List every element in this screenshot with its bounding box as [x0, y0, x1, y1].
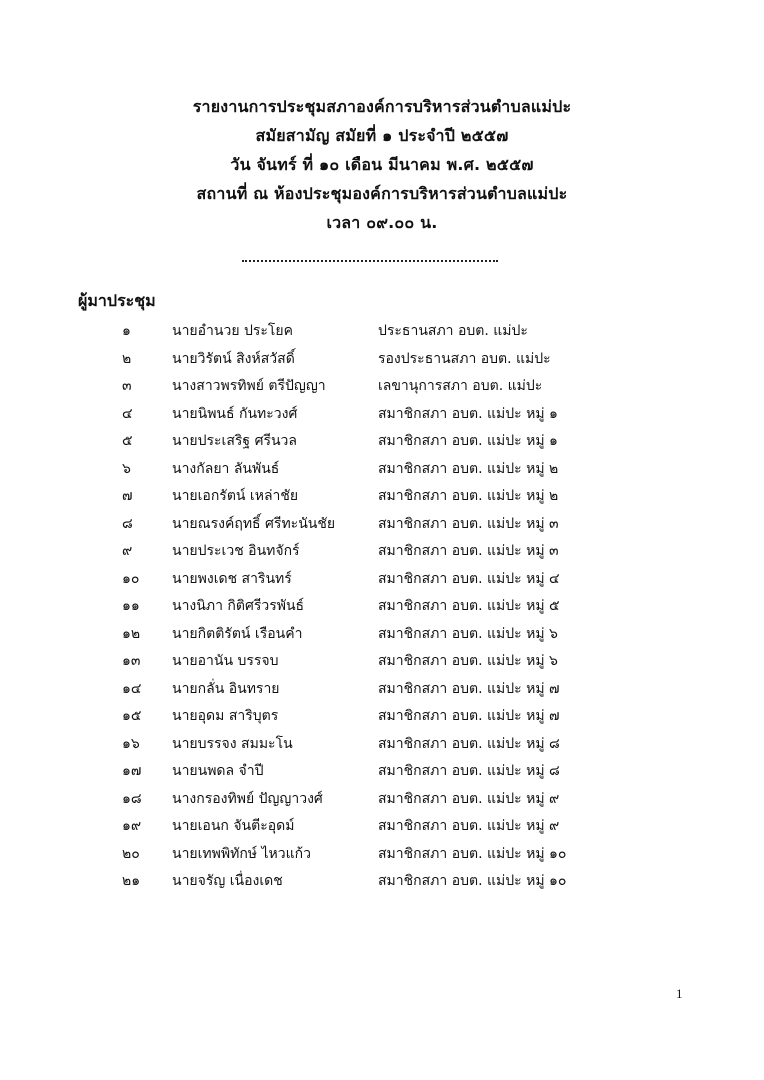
attendee-name: นายวิรัตน์ สิงห์สวัสดิ์ — [172, 350, 295, 367]
list-item — [0, 483, 764, 511]
list-item — [0, 786, 764, 814]
attendee-position: สมาชิกสภา อบต. แม่ปะ หมู่ ๙ — [378, 790, 560, 807]
attendee-position: สมาชิกสภา อบต. แม่ปะ หมู่ ๑ — [378, 433, 558, 449]
attendee-name: นายพงเดช สารินทร์ — [172, 570, 292, 587]
attendee-number: ๒๑ — [122, 873, 141, 889]
attendee-position: สมาชิกสภา อบต. แม่ปะ หมู่ ๑๐ — [378, 873, 567, 889]
attendee-position: สมาชิกสภา อบต. แม่ปะ หมู่ ๖ — [378, 653, 558, 669]
attendee-position: สมาชิกสภา อบต. แม่ปะ หมู่ ๕ — [378, 598, 560, 614]
attendee-position: สมาชิกสภา อบต. แม่ปะ หมู่ ๑ — [378, 405, 558, 422]
list-item — [0, 593, 764, 621]
attendee-position: สมาชิกสภา อบต. แม่ปะ หมู่ ๑๐ — [378, 845, 567, 862]
attendee-position: เลขานุการสภา อบต. แม่ปะ — [378, 378, 543, 394]
attendee-number: ๘ — [122, 515, 133, 532]
list-item — [0, 676, 764, 704]
attendee-name: นายเอนก จันตีะอุดม์ — [172, 818, 295, 834]
attendees-list — [0, 318, 764, 896]
attendee-position: สมาชิกสภา อบต. แม่ปะ หมู่ ๒ — [378, 460, 559, 477]
attendee-name: นายเทพพิทักษ์ ไหวแก้ว — [172, 845, 311, 862]
attendee-number: ๑๘ — [122, 790, 142, 807]
venue-line: สถานที่ ณ ห้องประชุมองค์การบริหารส่วนตำบลแม่ปะ — [196, 184, 568, 203]
list-item — [0, 813, 764, 841]
attendee-number: ๓ — [122, 378, 132, 394]
attendee-number: ๕ — [122, 433, 133, 449]
attendee-position: สมาชิกสภา อบต. แม่ปะ หมู่ ๖ — [378, 625, 558, 642]
time-line: เวลา ๐๙.๐๐ น. — [326, 213, 438, 232]
attendees-heading: ผู้มาประชุม — [78, 291, 156, 310]
attendee-position: สมาชิกสภา อบต. แม่ปะ หมู่ ๓ — [378, 515, 559, 532]
attendee-number: ๑๓ — [122, 653, 141, 669]
list-item — [0, 401, 764, 429]
attendee-number: ๑๙ — [122, 818, 142, 834]
attendee-name: นางกัลยา ลันพันธ์ — [172, 460, 280, 477]
report-title: รายงานการประชุมสภาองค์การบริหารส่วนตำบลแม่ปะ — [192, 97, 572, 116]
document-header — [0, 92, 764, 237]
attendee-number: ๒ — [122, 350, 132, 367]
list-item — [0, 346, 764, 374]
attendee-name: นายประเวช อินทจักร์ — [172, 543, 300, 559]
list-item — [0, 621, 764, 649]
attendee-number: ๑๒ — [122, 625, 141, 642]
attendee-position: สมาชิกสภา อบต. แม่ปะ หมู่ ๒ — [378, 488, 559, 504]
session-line: สมัยสามัญ สมัยที่ ๑ ประจำปี ๒๕๕๗ — [255, 126, 509, 145]
attendee-name: นายอุดม สาริบุตร — [172, 708, 279, 724]
list-item — [0, 841, 764, 869]
list-item — [0, 731, 764, 759]
attendee-position: สมาชิกสภา อบต. แม่ปะ หมู่ ๘ — [378, 735, 560, 752]
list-item — [0, 648, 764, 676]
attendee-name: นายกลั่น อินทราย — [172, 680, 280, 697]
attendee-name: นายนพดล จำปี — [172, 763, 264, 779]
attendee-number: ๑๑ — [122, 598, 140, 614]
attendee-number: ๑๕ — [122, 708, 142, 724]
attendee-number: ๑๗ — [122, 763, 142, 779]
attendee-number: ๗ — [122, 488, 133, 504]
attendee-number: ๙ — [122, 543, 133, 559]
list-item — [0, 703, 764, 731]
list-item — [0, 318, 764, 346]
attendee-name: นายอานัน บรรจบ — [172, 653, 279, 669]
list-item — [0, 456, 764, 484]
attendee-name: นางนิภา กิติศรีวรพันธ์ — [172, 598, 305, 614]
list-item — [0, 868, 764, 896]
attendee-position: สมาชิกสภา อบต. แม่ปะ หมู่ ๘ — [378, 763, 560, 779]
attendee-name: นายบรรจง สมมะโน — [172, 735, 293, 752]
list-item — [0, 373, 764, 401]
list-item — [0, 511, 764, 539]
attendee-name: นายอำนวย ประโยค — [172, 323, 294, 339]
dotted-separator — [242, 258, 498, 262]
list-item — [0, 538, 764, 566]
page-number: 1 — [676, 986, 683, 1001]
attendee-name: นายจรัญ เนื่องเดช — [172, 873, 283, 889]
attendee-name: นายเอกรัตน์ เหล่าชัย — [172, 488, 299, 504]
list-item — [0, 566, 764, 594]
attendee-name: นางสาวพรทิพย์ ตรีปัญญา — [172, 378, 326, 394]
list-item — [0, 428, 764, 456]
attendee-position: สมาชิกสภา อบต. แม่ปะ หมู่ ๙ — [378, 818, 560, 834]
attendee-position: รองประธานสภา อบต. แม่ปะ — [378, 350, 551, 367]
attendee-number: ๖ — [122, 460, 131, 477]
attendee-name: นายนิพนธ์ กันทะวงศ์ — [172, 405, 298, 422]
attendee-position: สมาชิกสภา อบต. แม่ปะ หมู่ ๗ — [378, 708, 560, 724]
attendee-number: ๑๐ — [122, 570, 140, 587]
attendee-name: นายประเสริฐ ศรีนวล — [172, 433, 298, 449]
date-line: วัน จันทร์ ที่ ๑๐ เดือน มีนาคม พ.ศ. ๒๕๕๗ — [230, 155, 534, 174]
attendee-position: ประธานสภา อบต. แม่ปะ — [378, 323, 528, 339]
attendee-number: ๑๖ — [122, 735, 140, 752]
attendee-position: สมาชิกสภา อบต. แม่ปะ หมู่ ๔ — [378, 570, 560, 587]
attendee-number: ๒๐ — [122, 845, 140, 862]
attendee-position: สมาชิกสภา อบต. แม่ปะ หมู่ ๓ — [378, 543, 559, 559]
attendee-name: นางกรองทิพย์ ปัญญาวงศ์ — [172, 790, 323, 807]
attendee-position: สมาชิกสภา อบต. แม่ปะ หมู่ ๗ — [378, 680, 560, 697]
attendee-number: ๑ — [122, 323, 131, 339]
list-item — [0, 758, 764, 786]
attendee-name: นายกิตติรัตน์ เรือนคำ — [172, 625, 303, 642]
attendee-number: ๔ — [122, 405, 133, 422]
attendee-name: นายณรงค์ฤทธิ์ ศรีทะนันชัย — [172, 515, 336, 532]
attendee-number: ๑๔ — [122, 680, 142, 697]
